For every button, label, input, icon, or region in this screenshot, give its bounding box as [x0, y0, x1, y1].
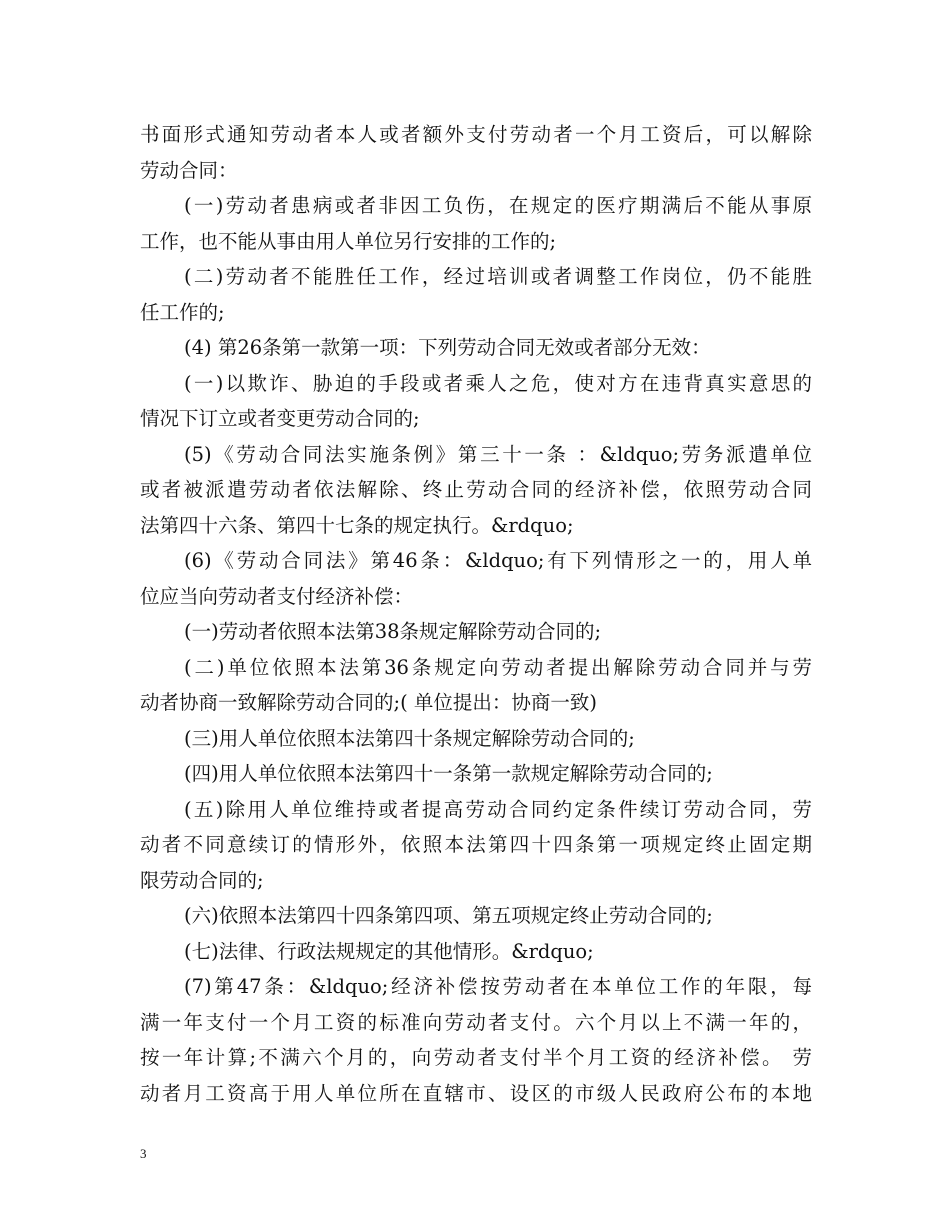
- text-line: 法第四十六条、第四十七条的规定执行。&rdquo;: [140, 513, 574, 537]
- text-line: (4) 第26条第一款第一项：下列劳动合同无效或者部分无效：: [184, 336, 711, 359]
- text-line: 动者协商一致解除劳动合同的;( 单位提出：协商一致): [140, 691, 597, 714]
- text-line: (5)《劳动合同法实施条例》第三十一条 ：&ldquo;劳务派遣单位: [184, 442, 812, 466]
- text-line: 情况下订立或者变更劳动合同的;: [140, 407, 420, 430]
- text-line: (6)《劳动合同法》第46条：&ldquo;有下列情形之一的，用人单: [184, 549, 812, 572]
- text-line: (7)第47条：&ldquo;经济补偿按劳动者在本单位工作的年限，每: [184, 975, 812, 998]
- text-line: (六)依照本法第四十四条第四项、第五项规定终止劳动合同的;: [184, 904, 713, 927]
- text-line: 书面形式通知劳动者本人或者额外支付劳动者一个月工资后，可以解除: [140, 123, 812, 146]
- text-line: (一)以欺诈、胁迫的手段或者乘人之危，使对方在违背真实意思的: [184, 371, 812, 395]
- text-line: (二)单位依照本法第36条规定向劳动者提出解除劳动合同并与劳: [184, 655, 812, 679]
- text-line: 动者不同意续订的情形外，依照本法第四十四条第一项规定终止固定期: [140, 833, 812, 856]
- text-line: (二)劳动者不能胜任工作，经过培训或者调整工作岗位，仍不能胜: [184, 265, 812, 288]
- text-line: 任工作的;: [140, 300, 225, 324]
- text-line: (一)劳动者依照本法第38条规定解除劳动合同的;: [184, 620, 602, 643]
- text-line: 动者月工资高于用人单位所在直辖市、设区的市级人民政府公布的本地: [140, 1081, 812, 1105]
- text-line: 位应当向劳动者支付经济补偿：: [140, 584, 414, 608]
- text-line: (五)除用人单位维持或者提高劳动合同约定条件续订劳动合同，劳: [184, 797, 812, 821]
- text-line: 工作，也不能从事由用人单位另行安排的工作的;: [140, 229, 557, 253]
- page-number: 3: [140, 1146, 147, 1161]
- text-line: (四)用人单位依照本法第四十一条第一款规定解除劳动合同的;: [184, 762, 713, 785]
- document-body: [140, 117, 812, 1111]
- text-line: 满一年支付一个月工资的标准向劳动者支付。六个月以上不满一年的，: [140, 1010, 812, 1034]
- text-line: 劳动合同：: [140, 158, 238, 182]
- text-line: (三)用人单位依照本法第四十条规定解除劳动合同的;: [184, 726, 635, 750]
- text-line: 或者被派遣劳动者依法解除、终止劳动合同的经济补偿，依照劳动合同: [140, 478, 812, 501]
- text-line: (七)法律、行政法规规定的其他情形。&rdquo;: [184, 939, 594, 963]
- text-line: 按一年计算;不满六个月的，向劳动者支付半个月工资的经济补偿。 劳: [140, 1046, 812, 1069]
- text-line: (一)劳动者患病或者非因工负伤，在规定的医疗期满后不能从事原: [184, 194, 812, 217]
- text-line: 限劳动合同的;: [140, 868, 264, 892]
